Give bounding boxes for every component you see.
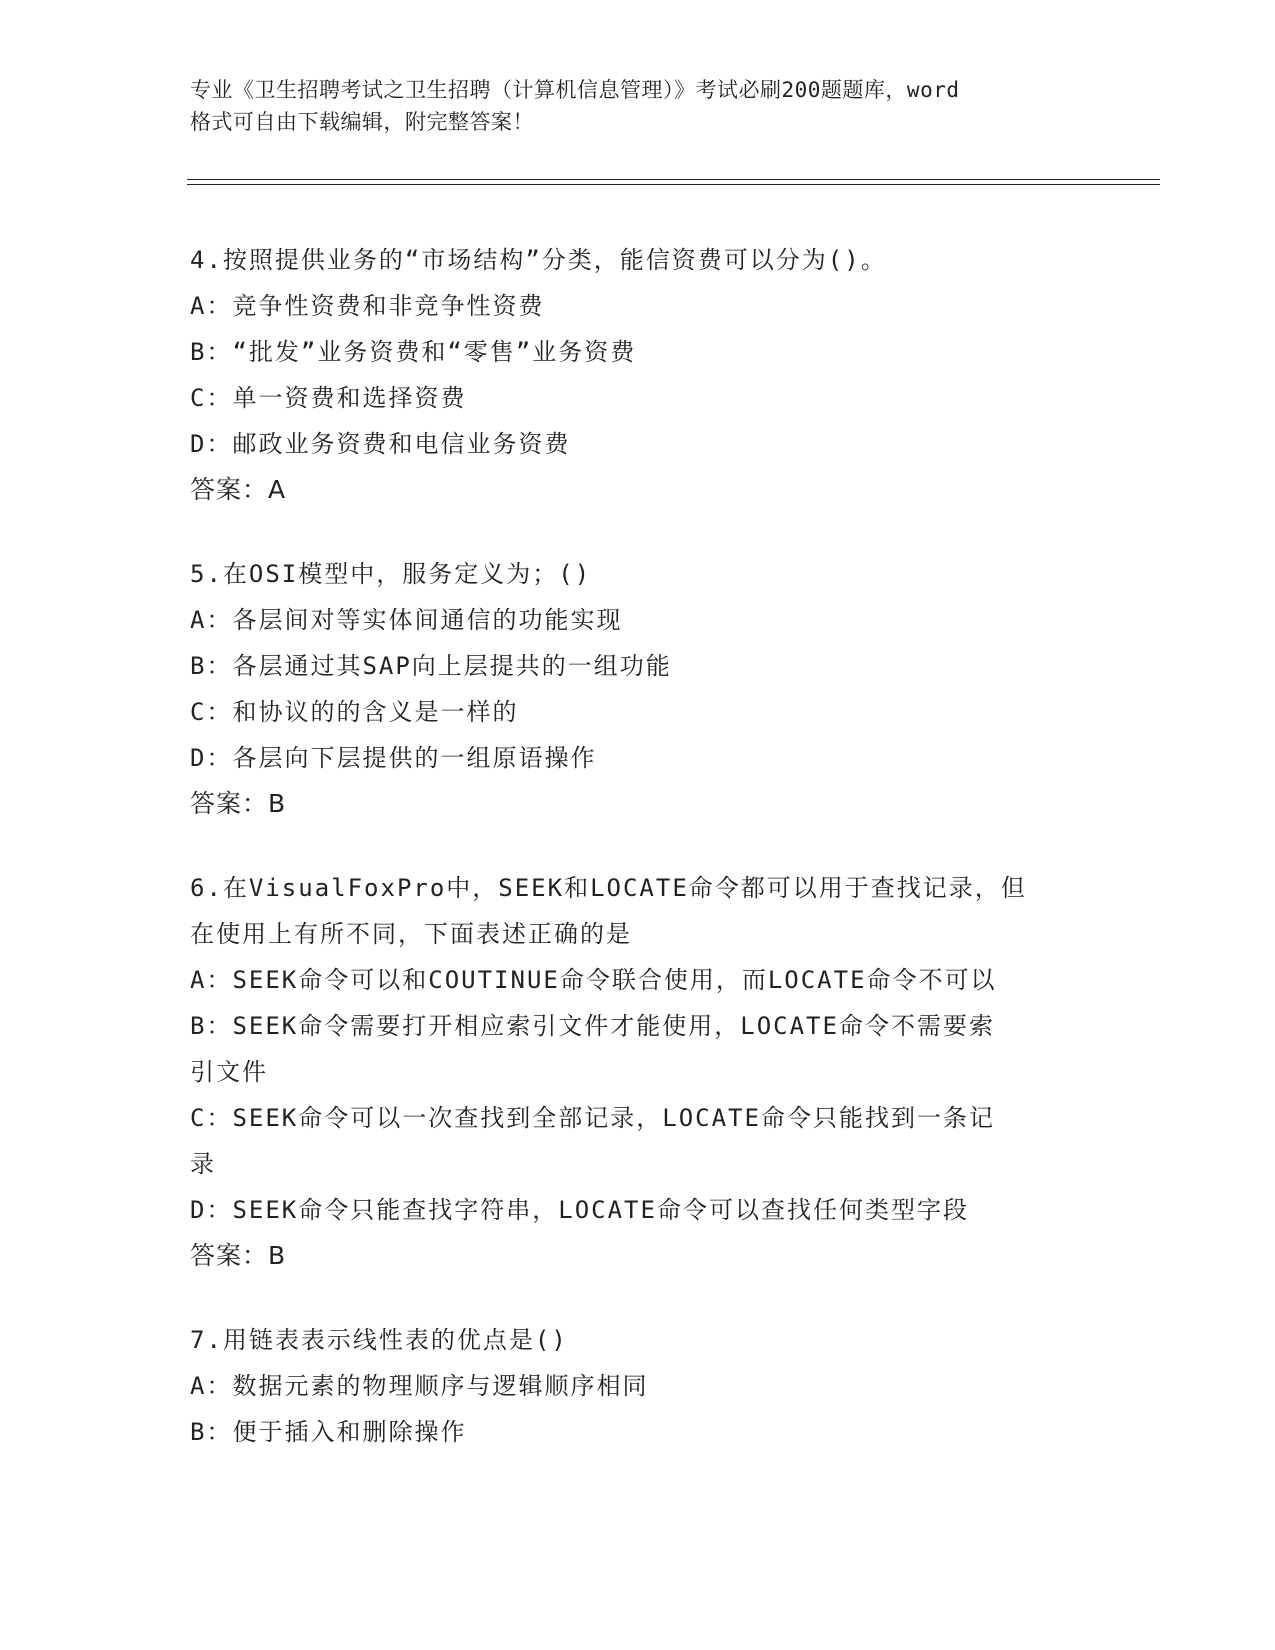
header-line-1: 专业《卫生招聘考试之卫生招聘（计算机信息管理）》考试必刷200题题库，word [190,78,960,102]
option-a: A：SEEK命令可以和COUTINUE命令联合使用，而LOCATE命令不可以 [190,966,997,994]
option-b: B：各层通过其SAP向上层提共的一组功能 [190,652,672,680]
header-divider-bottom [187,184,1160,185]
option-c: C：和协议的的含义是一样的 [190,698,519,726]
question-stem-continued: 在使用上有所不同，下面表述正确的是 [190,920,632,948]
option-a: A：各层间对等实体间通信的功能实现 [190,606,623,634]
option-d: D：SEEK命令只能查找字符串，LOCATE命令可以查找任何类型字段 [190,1196,969,1224]
option-b-continued: 引文件 [190,1058,268,1086]
header-line-2: 格式可自由下载编辑，附完整答案！ [190,110,534,134]
question-5 [190,551,1090,827]
option-b: B：“批发”业务资费和“零售”业务资费 [190,338,637,366]
question-stem: 6.在VisualFoxPro中，SEEK和LOCATE命令都可以用于查找记录，但 [190,874,1027,902]
option-c: C：单一资费和选择资费 [190,384,467,412]
option-c-continued: 录 [190,1150,216,1178]
option-d: D：各层向下层提供的一组原语操作 [190,744,597,772]
answer-label: 答案：A [190,475,287,504]
question-stem: 7.用链表表示线性表的优点是() [190,1326,568,1354]
document-header [190,74,1090,138]
question-7 [190,1317,1090,1455]
question-6 [190,865,1090,1279]
option-d: D：邮政业务资费和电信业务资费 [190,430,571,458]
option-a: A：数据元素的物理顺序与逻辑顺序相同 [190,1372,649,1400]
question-4 [190,237,1090,513]
question-stem: 4.按照提供业务的“市场结构”分类，能信资费可以分为()。 [190,246,887,274]
answer-label: 答案：B [190,789,287,818]
option-b: B：SEEK命令需要打开相应索引文件才能使用，LOCATE命令不需要索 [190,1012,995,1040]
header-divider-top [187,179,1160,180]
answer-label: 答案：B [190,1241,287,1270]
option-a: A：竞争性资费和非竞争性资费 [190,292,545,320]
question-stem: 5.在OSI模型中，服务定义为；() [190,560,592,588]
question-list [190,237,1090,1493]
option-b: B：便于插入和删除操作 [190,1418,467,1446]
option-c: C：SEEK命令可以一次查找到全部记录，LOCATE命令只能找到一条记 [190,1104,995,1132]
